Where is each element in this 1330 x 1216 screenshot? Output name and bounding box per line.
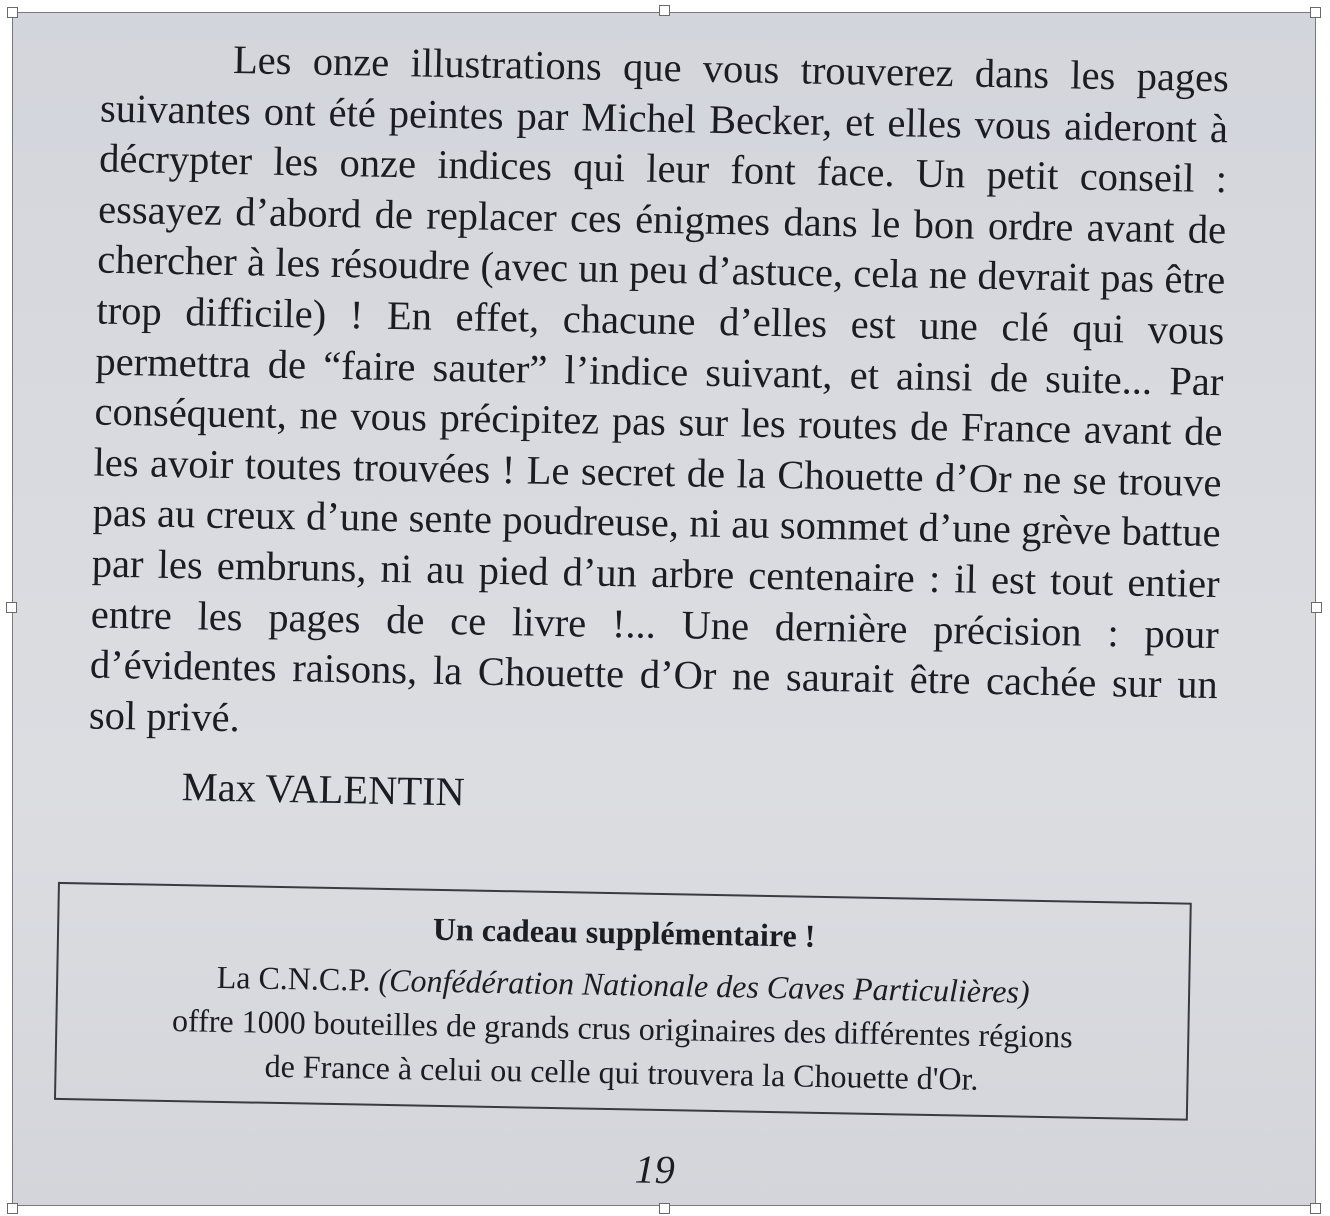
gift-box-title: Un cadeau supplémentaire !	[432, 910, 816, 954]
gift-box-line-3: de France à celui ou celle qui trouvera la Chouette d'Or.	[264, 1047, 979, 1097]
cncp-full-name: (Confédération Nationale des Caves Particulières)	[378, 961, 1030, 1010]
resize-handle-bottom-right[interactable]	[1310, 1203, 1321, 1214]
main-paragraph: Les onze illustrations que vous trouverez dans les pages suivantes ont été peintes par Michel Becker, et elles vous aideront à décrypter les onze indices qui leur font face. Un petit conseil : essayez d’abord de replacer ces énigmes dans le bon ordre avant de chercher à les résoudre (avec un peu d’astuce, cela ne devrait pas être trop difficile) ! En effet, chacune d’elles est une clé qui vous permettra de “faire sauter” l’indice suivant, et ainsi de suite... Par conséquent, ne vous précipitez pas sur les routes de France avant de les avoir toutes trouvées ! Le secret de la Chouette d’Or ne se trouve pas au creux d’une sente poudreuse, ni au sommet d’une grève battue par les embruns, ni au pied d’un arbre centenaire : il est tout entier entre les pages de ce livre !... Une dernière précision : pour d’évidentes raisons, la Chouette d’Or ne saurait être cachée sur un sol privé.	[88, 36, 1230, 740]
resize-handle-bottom-left[interactable]	[7, 1203, 18, 1214]
author-signature: Max VALENTIN	[181, 764, 466, 815]
gift-box-line-2: offre 1000 bouteilles de grands crus originaires des différentes régions	[171, 1002, 1074, 1055]
cncp-acronym: La C.N.C.P.	[216, 958, 371, 998]
resize-handle-top-center[interactable]	[659, 5, 670, 16]
resize-handle-middle-right[interactable]	[1311, 602, 1322, 613]
page-number: 19	[634, 1146, 676, 1193]
resize-handle-middle-left[interactable]	[6, 602, 17, 613]
book-page	[12, 12, 1316, 1206]
resize-handle-top-left[interactable]	[7, 7, 18, 18]
scanned-page-frame	[12, 12, 1316, 1206]
gift-announcement-box	[54, 882, 1192, 1121]
resize-handle-top-right[interactable]	[1310, 7, 1321, 18]
resize-handle-bottom-center[interactable]	[659, 1203, 670, 1214]
